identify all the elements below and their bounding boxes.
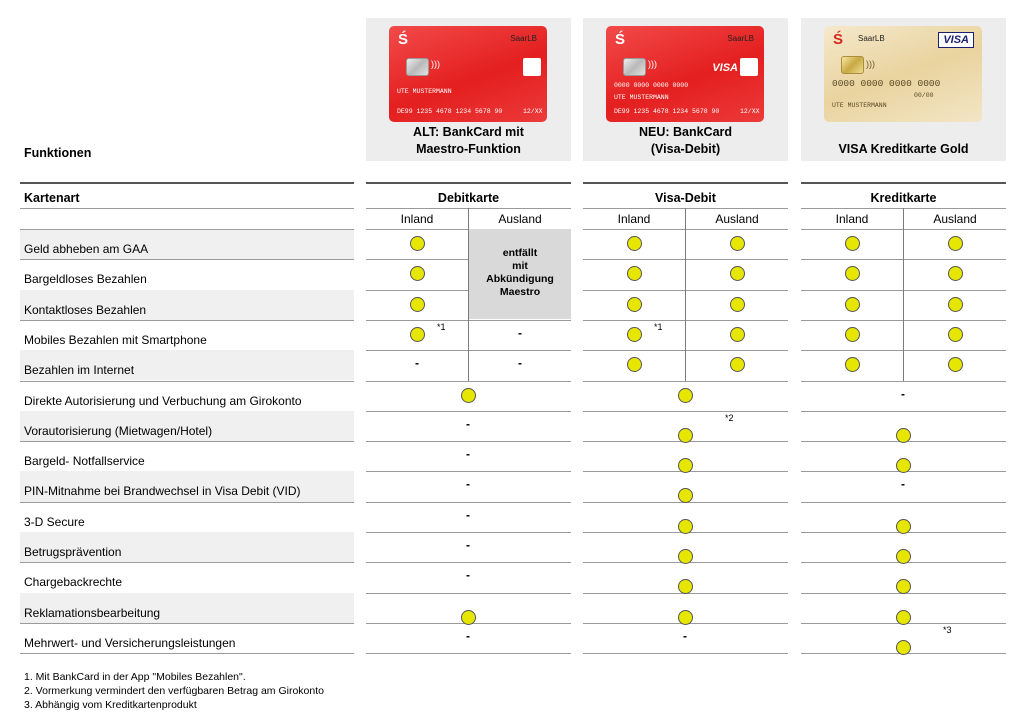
subheader-inland: Inland [400, 212, 434, 226]
row-rule [366, 593, 571, 594]
contactless-icon: ))) [431, 59, 440, 69]
yes-circle-icon [845, 266, 860, 281]
caption-line: VISA Kreditkarte Gold [838, 142, 969, 156]
yes-circle-icon [730, 327, 745, 342]
card-panel-gold [801, 18, 1006, 161]
not-available-dash: - [901, 386, 905, 401]
row-rule [801, 411, 1006, 412]
footnote-marker: *2 [725, 412, 734, 423]
footnote: 2. Vormerkung vermindert den verfügbaren Betrag am Girokonto [24, 685, 324, 697]
not-available-dash: - [683, 628, 687, 643]
visa-logo-icon: VISA [712, 62, 738, 74]
yes-circle-icon [627, 297, 642, 312]
subheader-ausland: Ausland [933, 212, 977, 226]
maestro-note-line: Abkündigung [486, 273, 554, 285]
yes-circle-icon [845, 236, 860, 251]
card-panel-old [366, 18, 571, 161]
card-panel-new [583, 18, 788, 161]
yes-circle-icon [896, 519, 911, 534]
sparkasse-logo-icon: Ś [833, 31, 844, 48]
yes-circle-icon [410, 297, 425, 312]
yes-circle-icon [948, 327, 963, 342]
row-rule [366, 562, 571, 563]
not-available-dash: - [466, 568, 470, 583]
row-rule [20, 562, 354, 563]
maestro-note-line: mit [512, 260, 528, 272]
girocard-logo-icon [740, 58, 758, 76]
header-top-rule [366, 182, 571, 184]
yes-circle-icon [678, 610, 693, 625]
row-rule [366, 471, 571, 472]
kartenart-label: Kartenart [24, 191, 80, 205]
header-top-rule [583, 182, 788, 184]
not-available-dash: - [466, 447, 470, 462]
not-available-dash: - [901, 477, 905, 492]
yes-circle-icon [678, 579, 693, 594]
row-label: Kontaktloses Bezahlen [24, 302, 147, 317]
header-top-rule [801, 182, 1006, 184]
row-rule [583, 653, 788, 654]
caption-line: ALT: BankCard mit [413, 125, 524, 139]
card-caption-new [583, 124, 788, 158]
footnote: 1. Mit BankCard in der App "Mobiles Bezahlen". [24, 671, 246, 683]
yes-circle-icon [730, 357, 745, 372]
card-holder: UTE MUSTERMANN [397, 88, 452, 95]
not-available-dash: - [518, 325, 522, 340]
column-divider [685, 208, 686, 381]
row-rule [583, 381, 788, 382]
not-available-dash: - [415, 356, 419, 371]
card-bank-name: SaarLB [510, 34, 537, 43]
row-rule [20, 502, 354, 503]
yes-circle-icon [730, 266, 745, 281]
row-label: Betrugsprävention [24, 545, 122, 559]
row-rule [20, 320, 354, 321]
card-image-old-bankcard [389, 26, 547, 122]
row-rule [583, 411, 788, 412]
row-rule [20, 623, 354, 624]
row-rule [366, 381, 571, 382]
not-available-dash: - [466, 507, 470, 522]
row-rule [20, 208, 354, 209]
yes-circle-icon [845, 357, 860, 372]
yes-circle-icon [461, 388, 476, 403]
yes-circle-icon [845, 327, 860, 342]
subheader-inland: Inland [835, 212, 869, 226]
chip-icon [406, 58, 429, 76]
card-caption-gold [801, 141, 1006, 158]
yes-circle-icon [730, 297, 745, 312]
row-label: Direkte Autorisierung und Verbuchung am Girokonto [24, 393, 302, 408]
row-rule [20, 653, 354, 654]
row-label: Geld abheben am GAA [24, 242, 149, 256]
subheader-ausland: Ausland [715, 212, 759, 226]
yes-circle-icon [896, 549, 911, 564]
caption-line: Maestro-Funktion [416, 142, 521, 156]
card-expiry: 00/00 [914, 92, 934, 99]
row-label: PIN-Mitnahme bei Brandwechsel in Visa Debit (VID) [24, 484, 301, 499]
row-label: Vorautorisierung (Mietwagen/Hotel) [24, 423, 213, 438]
row-label: Mehrwert- und Versicherungsleistungen [24, 635, 236, 650]
card-number: 0000 0000 0000 0000 [832, 78, 941, 89]
card-holder: UTE MUSTERMANN [614, 94, 669, 101]
yes-circle-icon [678, 488, 693, 503]
card-expiry: 12/XX [523, 108, 543, 115]
yes-circle-icon [896, 579, 911, 594]
row-label: Mobiles Bezahlen mit Smartphone [24, 332, 207, 347]
functions-heading: Funktionen [24, 146, 92, 160]
sparkasse-logo-icon: Ś [615, 31, 626, 48]
card-image-new-bankcard [606, 26, 764, 122]
maestro-note-line: Maestro [499, 286, 541, 298]
column-divider [903, 208, 904, 381]
contactless-icon: ))) [866, 59, 875, 69]
row-rule [20, 381, 354, 382]
maestro-discontinued-note [469, 229, 571, 319]
sparkasse-logo-icon: Ś [398, 31, 409, 48]
yes-circle-icon [461, 610, 476, 625]
footnote-marker: *3 [943, 624, 952, 635]
footnote-marker: *1 [437, 321, 446, 332]
row-label: 3-D Secure [24, 514, 85, 529]
yes-circle-icon [678, 519, 693, 534]
chip-icon [841, 56, 864, 74]
row-rule [366, 653, 571, 654]
not-available-dash: - [466, 416, 470, 431]
row-rule [366, 411, 571, 412]
chip-icon [623, 58, 646, 76]
maestro-note-line: entfällt [502, 247, 538, 259]
yes-circle-icon [948, 357, 963, 372]
yes-circle-icon [678, 428, 693, 443]
yes-circle-icon [627, 266, 642, 281]
card-type-visa-debit: Visa-Debit [655, 191, 716, 205]
not-available-dash: - [518, 356, 522, 371]
yes-circle-icon [678, 388, 693, 403]
yes-circle-icon [896, 428, 911, 443]
row-rule [20, 441, 354, 442]
row-label: Reklamationsbearbeitung [24, 605, 161, 620]
yes-circle-icon [730, 236, 745, 251]
yes-circle-icon [896, 458, 911, 473]
row-label: Bargeldloses Bezahlen [24, 272, 147, 287]
row-label: Bargeld- Notfallservice [24, 454, 145, 469]
row-rule [366, 502, 571, 503]
card-expiry: 12/XX [740, 108, 760, 115]
yes-circle-icon [410, 266, 425, 281]
row-label: Bezahlen im Internet [24, 363, 135, 378]
row-rule [801, 381, 1006, 382]
card-number: 0000 0000 0000 0000 [614, 82, 689, 89]
footnote: 3. Abhängig vom Kreditkartenprodukt [24, 699, 197, 711]
subheader-inland: Inland [617, 212, 651, 226]
yes-circle-icon [678, 549, 693, 564]
caption-line: (Visa-Debit) [650, 142, 721, 156]
yes-circle-icon [896, 610, 911, 625]
yes-circle-icon [627, 236, 642, 251]
card-type-credit: Kreditkarte [870, 191, 937, 205]
row-rule [20, 229, 354, 230]
footnote-marker: *1 [654, 321, 663, 332]
row-rule [366, 532, 571, 533]
yes-circle-icon [678, 458, 693, 473]
not-available-dash: - [466, 538, 470, 552]
contactless-icon: ))) [648, 59, 657, 69]
yes-circle-icon [627, 357, 642, 372]
yes-circle-icon [845, 297, 860, 312]
yes-circle-icon [948, 297, 963, 312]
row-rule [20, 259, 354, 260]
card-bank-name: SaarLB [727, 34, 754, 43]
girocard-logo-icon [523, 58, 541, 76]
yes-circle-icon [627, 327, 642, 342]
yes-circle-icon [948, 236, 963, 251]
row-rule [801, 502, 1006, 503]
row-label: Chargebackrechte [24, 575, 123, 590]
not-available-dash: - [466, 628, 470, 643]
card-holder: UTE MUSTERMANN [832, 102, 887, 109]
not-available-dash: - [466, 477, 470, 492]
row-rule [366, 441, 571, 442]
card-iban: DE99 1235 4678 1234 5678 90 [397, 108, 503, 115]
header-top-rule [20, 182, 354, 184]
card-iban: DE99 1235 4678 1234 5678 90 [614, 108, 720, 115]
card-caption-old [366, 124, 571, 158]
card-bank-name: SaarLB [858, 34, 885, 43]
visa-logo-icon: VISA [938, 32, 974, 48]
card-image-visa-gold [824, 26, 982, 122]
yes-circle-icon [410, 327, 425, 342]
yes-circle-icon [410, 236, 425, 251]
card-type-debit: Debitkarte [437, 191, 500, 205]
subheader-ausland: Ausland [498, 212, 542, 226]
caption-line: NEU: BankCard [638, 125, 733, 139]
yes-circle-icon [896, 640, 911, 655]
yes-circle-icon [948, 266, 963, 281]
